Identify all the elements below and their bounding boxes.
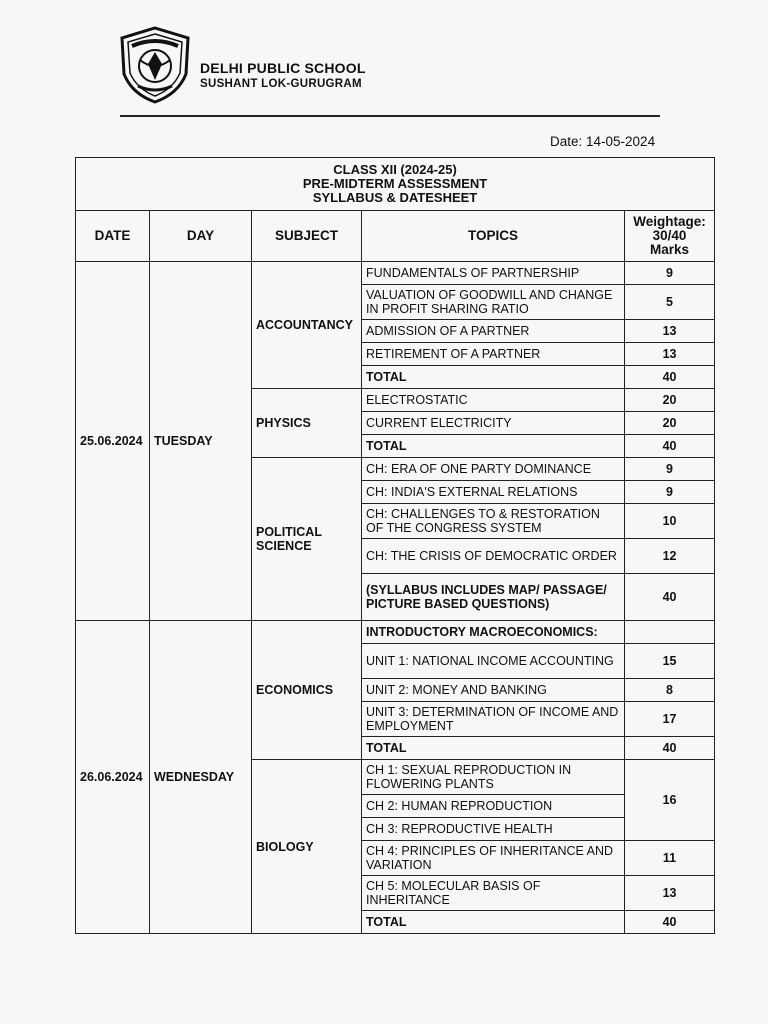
col-day: DAY <box>150 211 252 262</box>
datesheet-table <box>75 157 715 934</box>
topic: CH: ERA OF ONE PARTY DOMINANCE <box>362 458 625 481</box>
marks: 13 <box>625 320 715 343</box>
exam-day: TUESDAY <box>150 262 252 621</box>
table-row <box>76 621 715 644</box>
topic: UNIT 2: MONEY AND BANKING <box>362 679 625 702</box>
marks-total: 40 <box>625 737 715 760</box>
topic: RETIREMENT OF A PARTNER <box>362 343 625 366</box>
marks: 9 <box>625 458 715 481</box>
subject-physics: PHYSICS <box>252 389 362 458</box>
marks: 20 <box>625 412 715 435</box>
exam-date: 26.06.2024 <box>76 621 150 934</box>
topic: ELECTROSTATIC <box>362 389 625 412</box>
subject-economics: ECONOMICS <box>252 621 362 760</box>
marks: 13 <box>625 876 715 911</box>
table-title <box>76 158 715 211</box>
marks: 17 <box>625 702 715 737</box>
topic: ADMISSION OF A PARTNER <box>362 320 625 343</box>
header-divider <box>120 115 660 117</box>
col-weightage-l2: 30/40 <box>652 228 687 243</box>
topic: UNIT 3: DETERMINATION OF INCOME AND EMPLOYMENT <box>362 702 625 737</box>
exam-day: WEDNESDAY <box>150 621 252 934</box>
marks-total: 40 <box>625 574 715 621</box>
subject-political-science-l1: POLITICAL <box>256 525 322 539</box>
marks: 13 <box>625 343 715 366</box>
school-header <box>118 26 718 106</box>
marks: 8 <box>625 679 715 702</box>
topic: CH 2: HUMAN REPRODUCTION <box>362 795 625 818</box>
col-weightage-l1: Weightage: <box>633 214 706 229</box>
topic: CH: INDIA'S EXTERNAL RELATIONS <box>362 481 625 504</box>
subject-political-science-l2: SCIENCE <box>256 539 312 553</box>
topic-total: TOTAL <box>362 366 625 389</box>
school-crest-icon <box>118 26 192 104</box>
topic: FUNDAMENTALS OF PARTNERSHIP <box>362 262 625 285</box>
exam-date: 25.06.2024 <box>76 262 150 621</box>
col-weightage <box>625 211 715 262</box>
col-topics: TOPICS <box>362 211 625 262</box>
issue-date: Date: 14-05-2024 <box>550 134 656 149</box>
marks: 10 <box>625 504 715 539</box>
col-subject: SUBJECT <box>252 211 362 262</box>
marks <box>625 621 715 644</box>
subject-accountancy: ACCOUNTANCY <box>252 262 362 389</box>
topic-heading: INTRODUCTORY MACROECONOMICS: <box>362 621 625 644</box>
marks: 20 <box>625 389 715 412</box>
marks-total: 40 <box>625 911 715 934</box>
col-date: DATE <box>76 211 150 262</box>
subject-political-science <box>252 458 362 621</box>
topic: VALUATION OF GOODWILL AND CHANGE IN PROFIT SHARING RATIO <box>362 285 625 320</box>
topic: UNIT 1: NATIONAL INCOME ACCOUNTING <box>362 644 625 679</box>
subject-biology: BIOLOGY <box>252 760 362 934</box>
title-assessment: PRE-MIDTERM ASSESSMENT <box>302 176 488 191</box>
topic-note: (SYLLABUS INCLUDES MAP/ PASSAGE/ PICTURE BASED QUESTIONS) <box>362 574 625 621</box>
title-class: CLASS XII (2024-25) <box>333 162 457 177</box>
topic: CH: THE CRISIS OF DEMOCRATIC ORDER <box>362 539 625 574</box>
marks: 9 <box>625 481 715 504</box>
marks: 12 <box>625 539 715 574</box>
marks-total: 40 <box>625 366 715 389</box>
title-syllabus: SYLLABUS & DATESHEET <box>312 190 478 205</box>
marks: 9 <box>625 262 715 285</box>
topic-total: TOTAL <box>362 737 625 760</box>
topic: CURRENT ELECTRICITY <box>362 412 625 435</box>
topic: CH 4: PRINCIPLES OF INHERITANCE AND VARIATION <box>362 841 625 876</box>
topic-total: TOTAL <box>362 911 625 934</box>
marks: 15 <box>625 644 715 679</box>
topic: CH: CHALLENGES TO & RESTORATION OF THE CONGRESS SYSTEM <box>362 504 625 539</box>
topic: CH 3: REPRODUCTIVE HEALTH <box>362 818 625 841</box>
marks-total: 40 <box>625 435 715 458</box>
column-header-row <box>76 211 715 262</box>
topic: CH 5: MOLECULAR BASIS OF INHERITANCE <box>362 876 625 911</box>
marks: 16 <box>625 760 715 841</box>
topic: CH 1: SEXUAL REPRODUCTION IN FLOWERING PLANTS <box>362 760 625 795</box>
marks: 11 <box>625 841 715 876</box>
school-name: DELHI PUBLIC SCHOOL <box>200 60 366 76</box>
table-row <box>76 262 715 285</box>
col-weightage-l3: Marks <box>650 242 690 257</box>
marks: 5 <box>625 285 715 320</box>
topic-total: TOTAL <box>362 435 625 458</box>
school-branch: SUSHANT LOK-GURUGRAM <box>200 78 362 90</box>
